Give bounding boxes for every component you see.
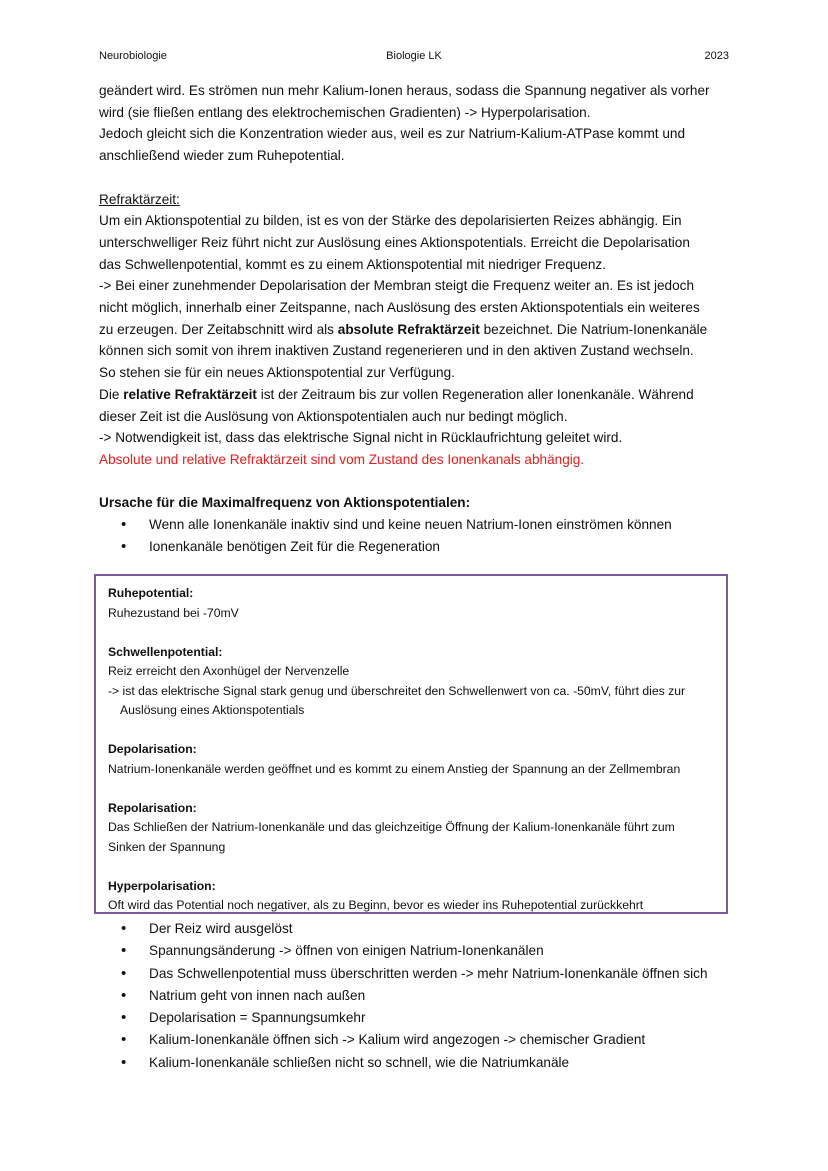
process-steps <box>99 918 779 1074</box>
header-subject: Neurobiologie <box>99 50 167 62</box>
text-run: ist der Zeitraum bis zur vollen Regeneration aller Ionenkanäle. Während <box>256 386 694 402</box>
definition: Sinken der Spannung <box>108 839 226 854</box>
paragraph-line: unterschwelliger Reiz führt nicht zur Auslösung eines Aktionspotentials. Erreicht die Depolarisation <box>99 234 690 250</box>
refraktaerzeit-heading: Refraktärzeit: <box>99 191 180 207</box>
definition: Reiz erreicht den Axonhügel der Nervenzelle <box>108 664 350 678</box>
definition: Auslösung eines Aktionspotentials <box>120 703 305 717</box>
red-note: Absolute und relative Refraktärzeit sind vom Zustand des Ionenkanals abhängig. <box>99 451 585 467</box>
list-item: • Natrium geht von innen nach außen <box>99 985 779 1007</box>
maxfreq-list <box>99 514 739 557</box>
definition: Das Schließen der Natrium-Ionenkanäle und das gleichzeitige Öffnung der Kalium-Ionenkanäle führt zum <box>108 820 675 834</box>
list-item: • Das Schwellenpotential muss überschritten werden -> mehr Natrium-Ionenkanäle öffnen sich <box>99 963 779 985</box>
list-item: • Ionenkanäle benötigen Zeit für die Regeneration <box>99 536 739 558</box>
term-ruhepotential: Ruhepotential: <box>108 586 194 600</box>
bold-term-relative: relative Refraktärzeit <box>123 386 257 402</box>
paragraph-line <box>99 319 739 341</box>
main-text <box>99 80 739 557</box>
term-hyperpolarisation: Hyperpolarisation: <box>108 878 216 893</box>
definition: Natrium-Ionenkanäle werden geöffnet und es kommt zu einem Anstieg der Spannung an der Zellmembran <box>108 761 681 776</box>
page-header <box>99 50 729 66</box>
text-run: bezeichnet. Die Natrium-Ionenkanäle <box>479 321 708 337</box>
bold-term-absolute: absolute Refraktärzeit <box>337 321 480 337</box>
list-item: • Kalium-Ionenkanäle öffnen sich -> Kalium wird angezogen -> chemischer Gradient <box>99 1029 779 1051</box>
paragraph-line: nicht möglich, innerhalb einer Zeitspanne, nach Auslösung des ersten Aktionspotentials ein weiteres <box>99 300 700 316</box>
paragraph-line: Um ein Aktionspotential zu bilden, ist es von der Stärke des depolarisierten Reizes abhängig. Ein <box>99 213 682 229</box>
header-year: 2023 <box>704 50 729 62</box>
intro-line: Jedoch gleicht sich die Konzentration wieder aus, weil es zur Natrium-Kalium-ATPase kommt und <box>99 126 686 142</box>
intro-line: anschließend wieder zum Ruhepotential. <box>99 148 345 164</box>
definition: -> ist das elektrische Signal stark genug und überschreitet den Schwellenwert von ca. -50mV, führt dies zur <box>108 683 686 698</box>
paragraph-line: dieser Zeit ist die Auslösung von Aktionspotentialen auch nur bedingt möglich. <box>99 408 568 424</box>
intro-line: geändert wird. Es strömen nun mehr Kalium-Ionen heraus, sodass die Spannung negativer als vorher <box>99 83 710 98</box>
list-item: • Kalium-Ionenkanäle schließen nicht so schnell, wie die Natriumkanäle <box>99 1052 779 1074</box>
term-repolarisation: Repolarisation: <box>108 800 197 815</box>
paragraph-line: das Schwellenpotential, kommt es zu einem Aktionspotential mit niedriger Frequenz. <box>99 256 607 272</box>
paragraph-line: So stehen sie für ein neues Aktionspotential zur Verfügung. <box>99 365 455 381</box>
paragraph-line: -> Bei einer zunehmender Depolarisation der Membran steigt die Frequenz weiter an. Es ist jedoch <box>99 278 695 294</box>
intro-line: wird (sie fließen entlang des elektrochemischen Gradienten) -> Hyperpolarisation. <box>99 104 591 120</box>
definition: Ruhezustand bei -70mV <box>108 605 239 620</box>
maxfreq-heading-text: Ursache für die Maximalfrequenz von Aktionspotentialen: <box>99 495 471 511</box>
definitions-box <box>94 574 728 914</box>
paragraph-line <box>99 384 739 406</box>
maxfreq-heading <box>99 492 739 514</box>
paragraph-line: -> Notwendigkeit ist, dass das elektrische Signal nicht in Rücklaufrichtung geleitet wird. <box>99 430 623 446</box>
steps-list <box>99 918 779 1074</box>
definition: Oft wird das Potential noch negativer, als zu Beginn, bevor es wieder ins Ruhepotential zurückkehrt <box>108 898 644 912</box>
header-course: Biologie LK <box>386 50 442 62</box>
text-run: zu erzeugen. Der Zeitabschnitt wird als <box>99 321 338 337</box>
list-item: • Depolarisation = Spannungsumkehr <box>99 1007 779 1029</box>
term-depolarisation: Depolarisation: <box>108 742 197 756</box>
list-item: • Wenn alle Ionenkanäle inaktiv sind und keine neuen Natrium-Ionen einströmen können <box>99 514 739 536</box>
term-schwellenpotential: Schwellenpotential: <box>108 644 223 659</box>
text-run: Die <box>99 386 124 402</box>
paragraph-line: können sich somit von ihrem inaktiven Zustand regenerieren und in den aktiven Zustand wechseln. <box>99 343 694 359</box>
list-item: • Spannungsänderung -> öffnen von einigen Natrium-Ionenkanälen <box>99 940 779 962</box>
list-item: • Der Reiz wird ausgelöst <box>99 918 779 940</box>
